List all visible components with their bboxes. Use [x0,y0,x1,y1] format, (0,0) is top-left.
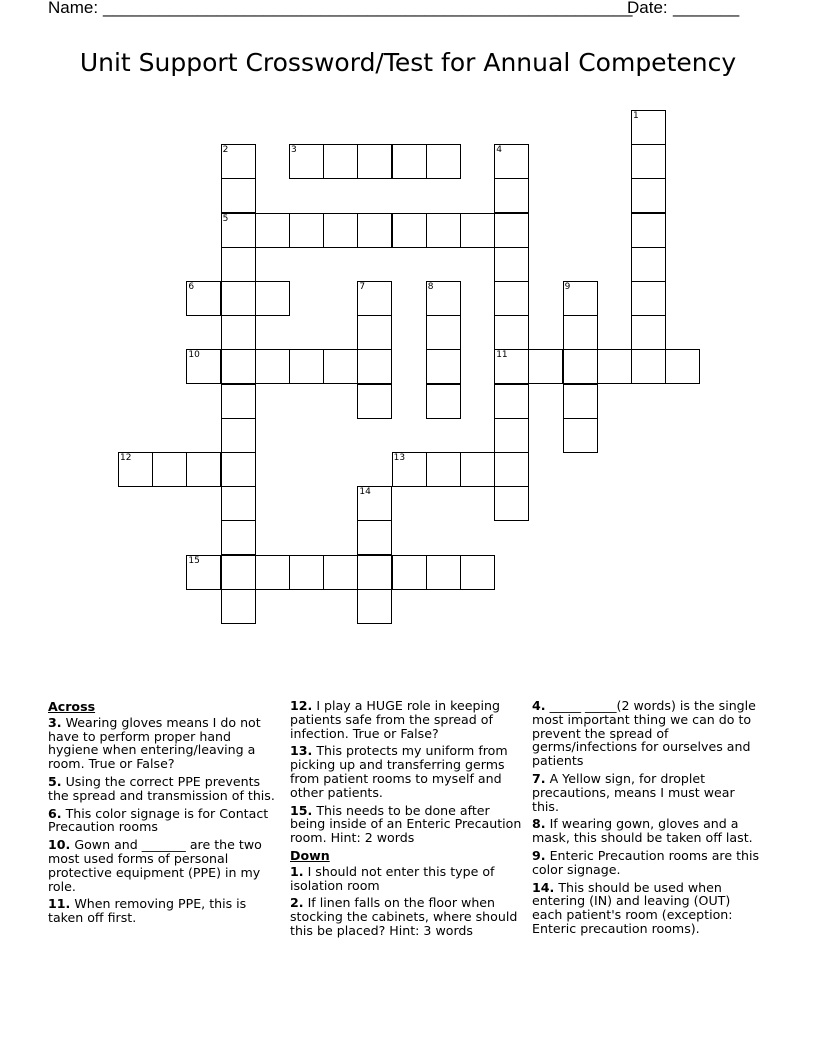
clue-number-label: 3 [291,145,297,156]
date-field-line[interactable]: _______ [673,0,740,17]
clue-number-label: 12 [120,453,132,463]
clue-number-label: 7 [359,282,366,292]
crossword-cell[interactable] [289,213,324,248]
clue-down-1: 1. I should not enter this type of isolation room [290,863,495,893]
crossword-cell[interactable] [255,349,290,384]
crossword-cell[interactable] [494,247,529,282]
clue-down-8: 8. If wearing gown, gloves and a mask, this should be taken off last. [532,816,753,846]
crossword-cell[interactable] [631,213,666,248]
crossword-cell[interactable] [494,315,529,350]
crossword-cell[interactable] [357,281,392,316]
crossword-cell[interactable] [426,213,461,248]
crossword-cell[interactable] [357,213,392,248]
clue-number-label: 5 [222,213,229,224]
clue-number-label: 11 [496,350,508,361]
crossword-cell[interactable] [221,589,256,624]
crossword-cell[interactable] [357,589,392,624]
crossword-cell[interactable] [221,384,256,419]
crossword-cell[interactable] [221,247,256,282]
clues-column-2 [290,699,522,942]
crossword-cell[interactable] [255,213,290,248]
crossword-cell[interactable] [460,213,495,248]
crossword-cell[interactable] [357,315,392,350]
crossword-cell[interactable] [665,349,700,384]
crossword-cell[interactable] [426,144,461,179]
clues-column-3 [532,699,764,940]
clue-number-label: 13 [393,453,406,463]
crossword-cell[interactable] [494,486,529,521]
crossword-cell[interactable] [221,315,256,350]
crossword-cell[interactable] [221,486,256,521]
clue-number-label: 9 [564,282,571,292]
clue-down-4: 4. _____ _____(2 words) is the single most important thing we can do to prevent the spread of germs/infections for ourselves and patients [532,698,756,769]
crossword-cell[interactable] [426,315,461,350]
crossword-cell[interactable] [221,555,256,590]
crossword-cell[interactable] [221,349,256,384]
crossword-cell[interactable] [357,486,392,521]
clue-number-label: 15 [188,555,200,566]
date-label: Date: [627,0,668,17]
clue-across-11: 11. When removing PPE, this is taken off first. [48,896,247,926]
crossword-cell[interactable] [494,281,529,316]
crossword-cell[interactable] [631,178,666,213]
crossword-cell[interactable] [563,384,598,419]
crossword-cell[interactable] [152,452,187,487]
clue-number-label: 6 [188,282,195,292]
clue-number-label: 14 [359,487,371,498]
crossword-cell[interactable] [494,144,529,179]
crossword-cell[interactable] [426,555,461,590]
clue-across-12: 12. I play a HUGE role in keeping patients safe from the spread of infection. True or False? [290,698,500,741]
name-field-line[interactable]: ________________________________________________________ [103,0,633,17]
crossword-cell[interactable] [494,452,529,487]
clue-across-10: 10. Gown and _______ are the two most used forms of personal protective equipment (PPE) in my role. [48,837,262,894]
clue-number-label: 1 [633,111,639,121]
clue-across-6: 6. This color signage is for Contact Precaution rooms [48,805,269,835]
crossword-cell[interactable] [494,349,529,384]
down-heading: Down [290,847,330,863]
clue-down-2: 2. If linen falls on the floor when stocking the cabinets, where should this be placed? Hint: 3 words [290,895,518,938]
crossword-cell[interactable] [631,315,666,350]
crossword-cell[interactable] [186,452,221,487]
clue-down-9: 9. Enteric Precaution rooms are this color signage. [532,847,760,877]
crossword-cell[interactable] [631,281,666,316]
crossword-cell[interactable] [392,452,427,487]
crossword-cell[interactable] [323,144,358,179]
crossword-cell[interactable] [631,349,666,384]
crossword-cell[interactable] [289,144,324,179]
crossword-cell[interactable] [323,555,358,590]
clues-column-1 [48,699,280,929]
crossword-cell[interactable] [631,144,666,179]
crossword-cell[interactable] [563,349,598,384]
crossword-cell[interactable] [255,281,290,316]
clue-down-14: 14. This should be used when entering (IN) and leaving (OUT) each patient's room (exception: Enteric precaution rooms). [532,879,733,936]
crossword-cell[interactable] [221,178,256,213]
crossword-cell[interactable] [494,418,529,453]
crossword-cell[interactable] [426,349,461,384]
crossword-cell[interactable] [494,178,529,213]
crossword-cell[interactable] [221,418,256,453]
crossword-cell[interactable] [563,315,598,350]
crossword-cell[interactable] [597,349,632,384]
crossword-cell[interactable] [631,247,666,282]
page-title: Unit Support Crossword/Test for Annual Competency [79,48,737,77]
crossword-cell[interactable] [221,213,256,248]
crossword-cell[interactable] [186,349,221,384]
crossword-cell[interactable] [357,555,392,590]
clue-number-label: 2 [222,145,229,156]
crossword-cell[interactable] [631,110,666,145]
clue-across-15: 15. This needs to be done after being inside of an Enteric Precaution room. Hint: 2 words [290,802,522,846]
crossword-cell[interactable] [289,555,324,590]
crossword-cell[interactable] [186,281,221,316]
clue-number-label: 10 [188,350,200,361]
crossword-cell[interactable] [357,144,392,179]
clue-number-label: 4 [496,145,502,156]
crossword-cell[interactable] [323,213,358,248]
crossword-cell[interactable] [392,213,427,248]
crossword-cell[interactable] [221,144,256,179]
crossword-cell[interactable] [460,452,495,487]
name-label: Name: [48,0,99,17]
crossword-cell[interactable] [426,452,461,487]
clue-down-7: 7. A Yellow sign, for droplet precautions, means I must wear this. [532,770,735,814]
crossword-cell[interactable] [186,555,221,590]
crossword-cell[interactable] [221,520,256,555]
crossword-cell[interactable] [528,349,563,384]
crossword-cell[interactable] [460,555,495,590]
crossword-cell[interactable] [255,555,290,590]
crossword-cell[interactable] [357,520,392,555]
clue-across-13: 13. This protects my uniform from picking up and transferring germs from patient rooms to myself and other patients. [290,743,508,800]
crossword-cell[interactable] [323,349,358,384]
crossword-cell[interactable] [426,384,461,419]
clue-across-3: 3. Wearing gloves means I do not have to perform proper hand hygiene when entering/leaving a room. True or False? [48,714,261,772]
clue-number-label: 8 [427,282,434,292]
clue-across-5: 5. Using the correct PPE prevents the spread and transmission of this. [48,773,275,803]
crossword-cell[interactable] [392,144,427,179]
crossword-cell[interactable] [118,452,153,487]
crossword-cell[interactable] [289,349,324,384]
crossword-cell[interactable] [563,281,598,316]
crossword-cell[interactable] [221,452,256,487]
crossword-cell[interactable] [426,281,461,316]
crossword-cell[interactable] [494,213,529,248]
crossword-cell[interactable] [221,281,256,316]
crossword-cell[interactable] [494,384,529,419]
crossword-cell[interactable] [357,349,392,384]
crossword-cell[interactable] [357,384,392,419]
crossword-cell[interactable] [392,555,427,590]
across-heading: Across [48,699,96,714]
crossword-cell[interactable] [563,418,598,453]
